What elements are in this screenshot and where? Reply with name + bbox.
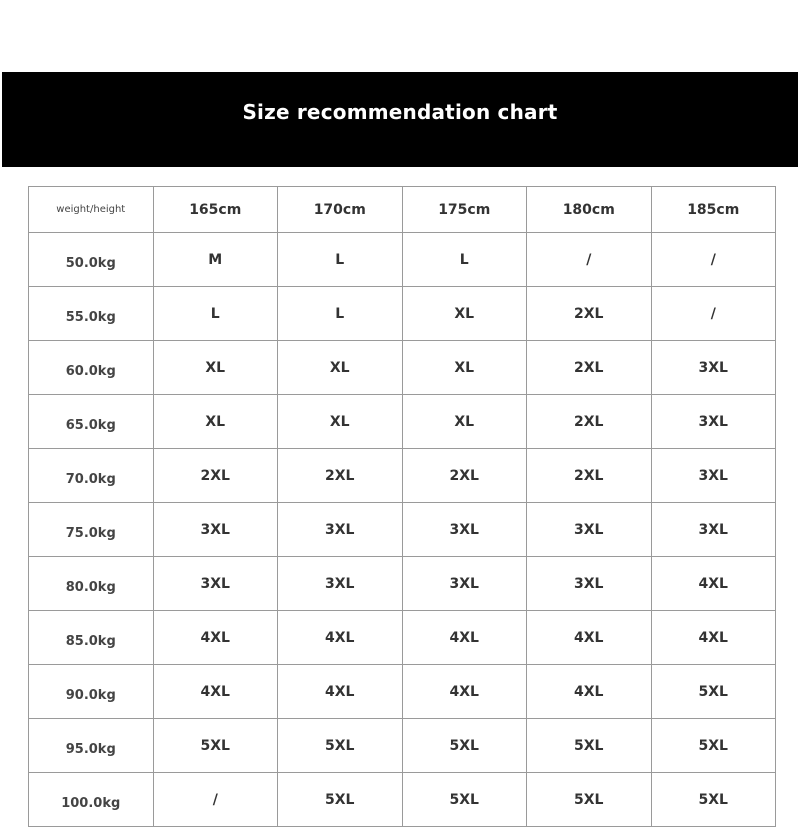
- size-cell: 5XL: [651, 719, 776, 773]
- size-cell: 2XL: [527, 395, 652, 449]
- size-cell: 4XL: [651, 557, 776, 611]
- size-cell: 3XL: [278, 503, 403, 557]
- size-cell: 3XL: [651, 449, 776, 503]
- size-cell: /: [153, 773, 278, 827]
- height-header: 175cm: [402, 187, 527, 233]
- weight-label: 50.0kg: [29, 233, 154, 287]
- weight-label: 55.0kg: [29, 287, 154, 341]
- weight-label: 80.0kg: [29, 557, 154, 611]
- table-row: [29, 719, 776, 773]
- size-cell: 2XL: [527, 287, 652, 341]
- size-cell: 3XL: [402, 503, 527, 557]
- weight-label: 90.0kg: [29, 665, 154, 719]
- size-cell: XL: [153, 395, 278, 449]
- size-cell: 5XL: [278, 719, 403, 773]
- size-cell: XL: [153, 341, 278, 395]
- table-row: [29, 503, 776, 557]
- size-cell: 3XL: [527, 503, 652, 557]
- weight-label: 95.0kg: [29, 719, 154, 773]
- size-cell: 5XL: [153, 719, 278, 773]
- size-cell: 3XL: [651, 395, 776, 449]
- weight-label: 85.0kg: [29, 611, 154, 665]
- table-row: [29, 233, 776, 287]
- size-cell: 4XL: [153, 611, 278, 665]
- size-cell: 4XL: [402, 611, 527, 665]
- size-cell: 2XL: [527, 449, 652, 503]
- height-header: 165cm: [153, 187, 278, 233]
- size-cell: 2XL: [402, 449, 527, 503]
- table-row: [29, 557, 776, 611]
- corner-label: weight/height: [29, 187, 154, 233]
- weight-label: 75.0kg: [29, 503, 154, 557]
- table-row: [29, 611, 776, 665]
- weight-label: 100.0kg: [29, 773, 154, 827]
- weight-label: 65.0kg: [29, 395, 154, 449]
- height-header: 170cm: [278, 187, 403, 233]
- size-cell: 5XL: [527, 719, 652, 773]
- table-row: [29, 665, 776, 719]
- size-cell: 2XL: [527, 341, 652, 395]
- table-row: [29, 341, 776, 395]
- header-row: [29, 187, 776, 233]
- size-cell: L: [153, 287, 278, 341]
- size-cell: 5XL: [402, 719, 527, 773]
- size-cell: 4XL: [278, 611, 403, 665]
- weight-label: 60.0kg: [29, 341, 154, 395]
- size-cell: 5XL: [651, 773, 776, 827]
- size-cell: 4XL: [527, 611, 652, 665]
- size-cell: 5XL: [278, 773, 403, 827]
- size-cell: 4XL: [278, 665, 403, 719]
- size-cell: 4XL: [651, 611, 776, 665]
- size-cell: 4XL: [527, 665, 652, 719]
- table-row: [29, 449, 776, 503]
- size-cell: 2XL: [153, 449, 278, 503]
- size-cell: 4XL: [153, 665, 278, 719]
- size-table: [28, 186, 776, 827]
- size-cell: 3XL: [527, 557, 652, 611]
- height-header: 185cm: [651, 187, 776, 233]
- size-cell: XL: [278, 395, 403, 449]
- size-cell: 3XL: [278, 557, 403, 611]
- chart-title: Size recommendation chart: [242, 99, 558, 124]
- size-cell: M: [153, 233, 278, 287]
- size-cell: 3XL: [153, 503, 278, 557]
- size-cell: 5XL: [651, 665, 776, 719]
- size-cell: L: [278, 233, 403, 287]
- height-header: 180cm: [527, 187, 652, 233]
- weight-label: 70.0kg: [29, 449, 154, 503]
- size-cell: 3XL: [402, 557, 527, 611]
- size-cell: /: [527, 233, 652, 287]
- size-cell: 5XL: [527, 773, 652, 827]
- size-cell: 3XL: [153, 557, 278, 611]
- size-cell: 5XL: [402, 773, 527, 827]
- size-cell: 3XL: [651, 341, 776, 395]
- size-cell: XL: [402, 341, 527, 395]
- size-cell: XL: [278, 341, 403, 395]
- table-row: [29, 395, 776, 449]
- title-banner: [2, 72, 798, 167]
- size-cell: XL: [402, 287, 527, 341]
- size-cell: XL: [402, 395, 527, 449]
- size-cell: 2XL: [278, 449, 403, 503]
- size-cell: 4XL: [402, 665, 527, 719]
- size-cell: /: [651, 287, 776, 341]
- size-cell: L: [402, 233, 527, 287]
- size-cell: /: [651, 233, 776, 287]
- table-row: [29, 287, 776, 341]
- size-cell: 3XL: [651, 503, 776, 557]
- size-cell: L: [278, 287, 403, 341]
